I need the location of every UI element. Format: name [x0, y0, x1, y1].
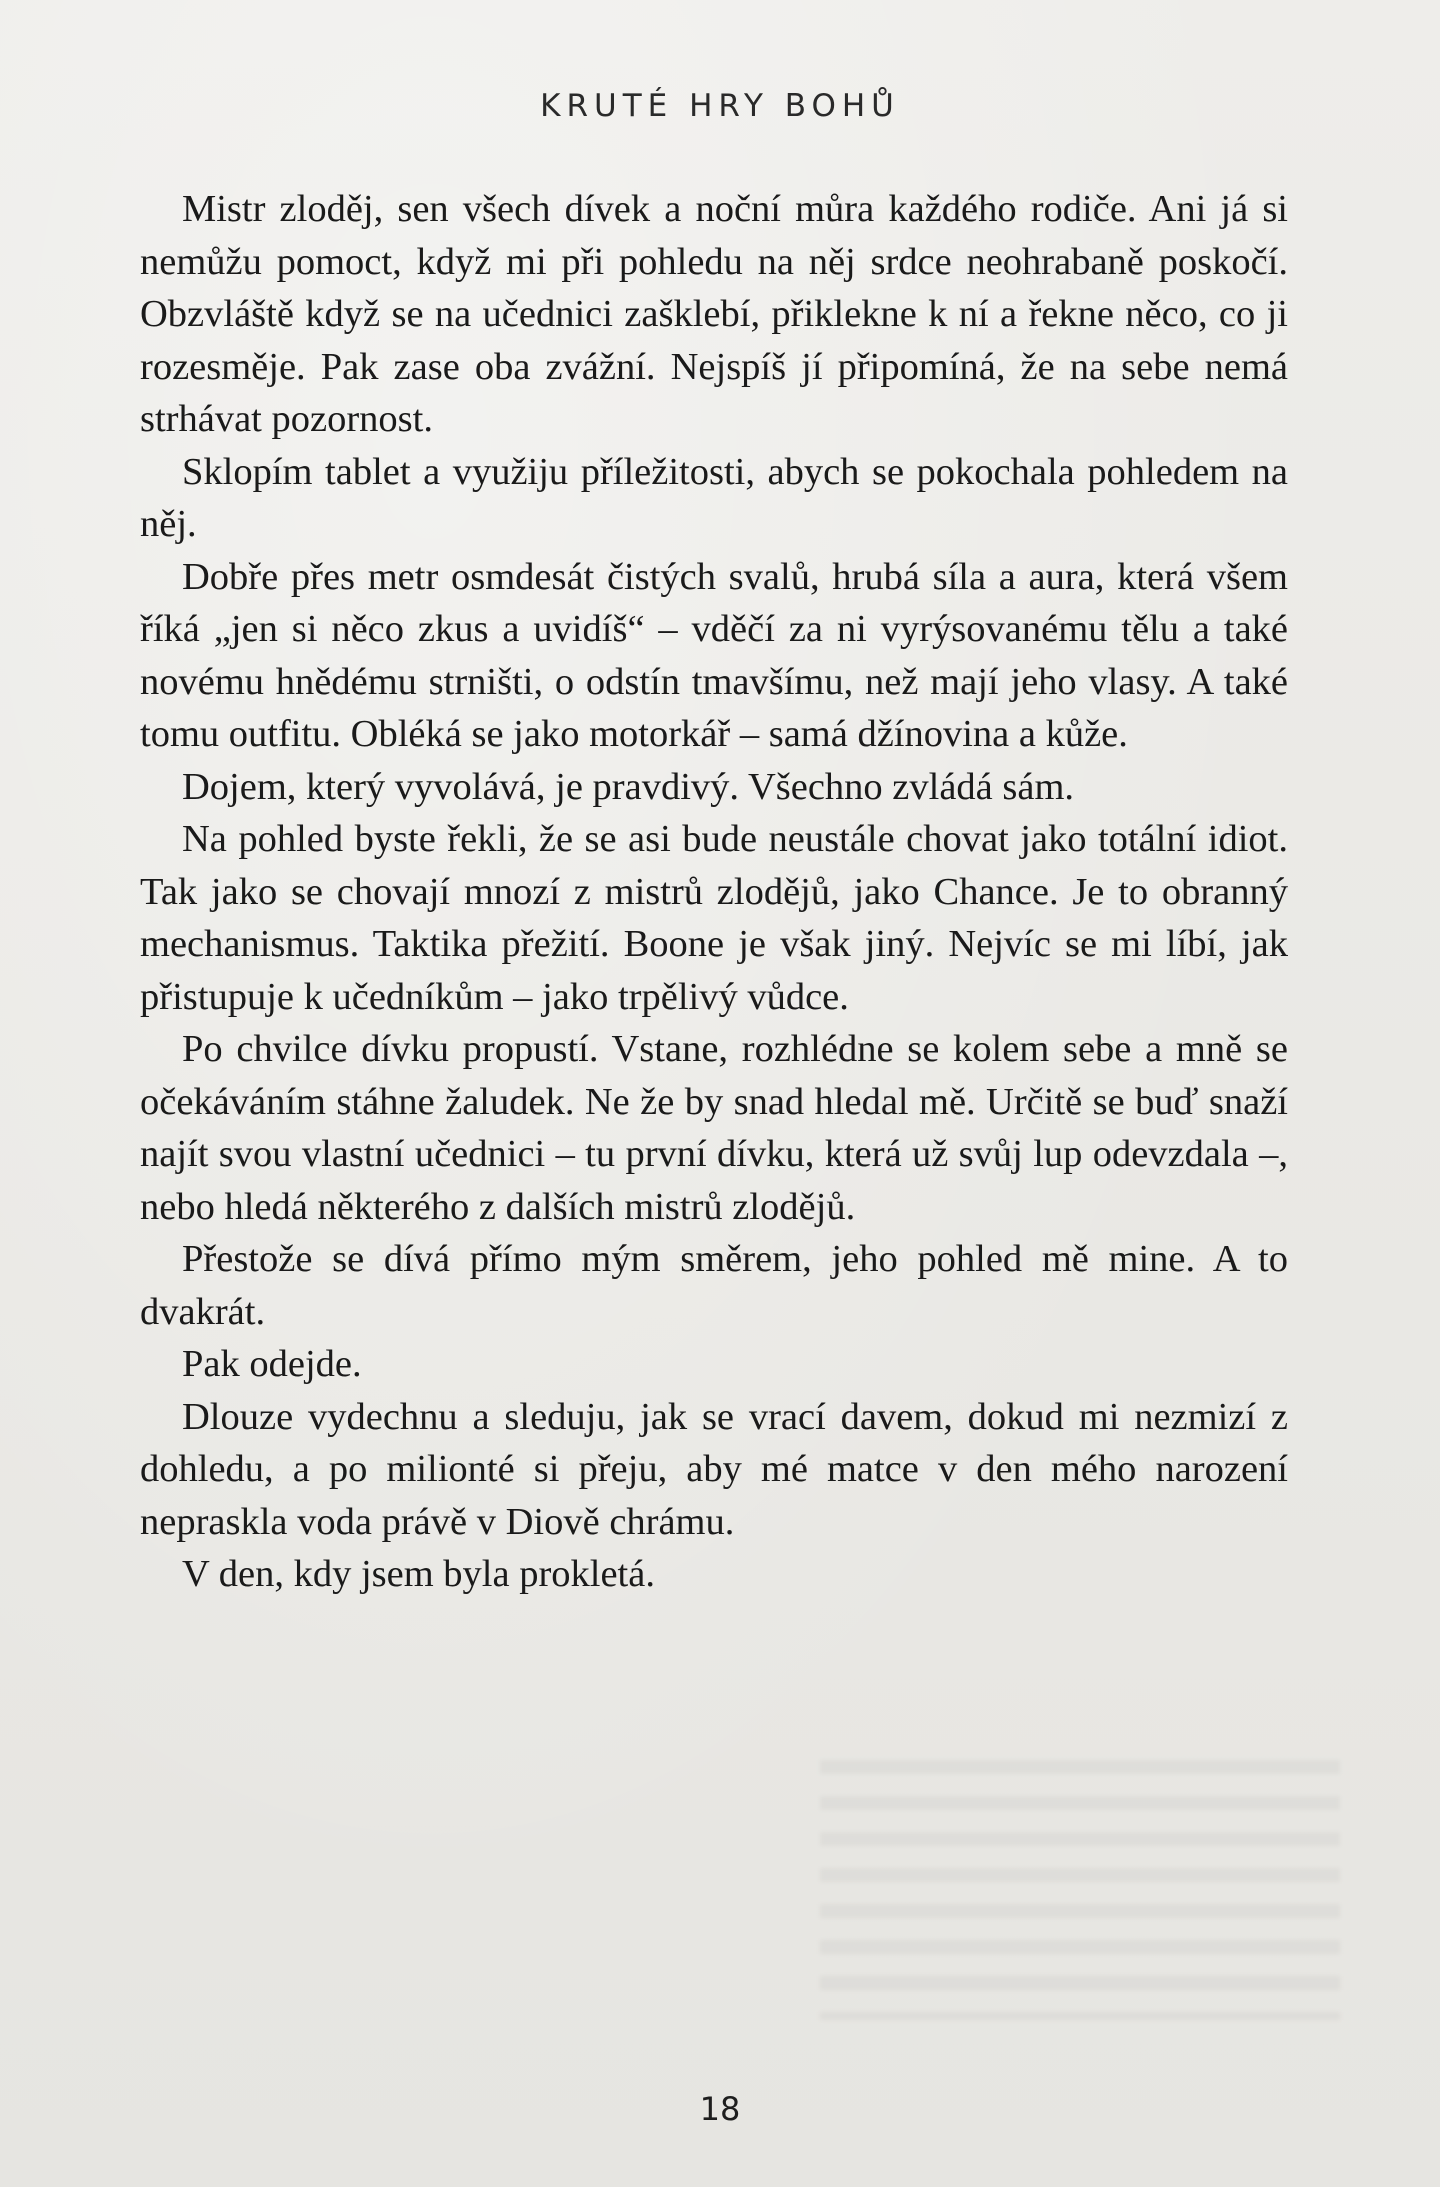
paragraph: Po chvilce dívku propustí. Vstane, rozhlédne se kolem sebe a mně se očekáváním stáhne žaludek. Ne že by snad hledal mě. Určitě se buď snaží najít svou vlastní učednici – tu první dívku, která už svůj lup odevzdala –, nebo hledá některého z dalších mistrů zlodějů.	[140, 1028, 1288, 1228]
paragraph: Přestože se dívá přímo mým směrem, jeho pohled mě mine. A to dvakrát.	[140, 1238, 1288, 1333]
bleed-through-shadow	[820, 1760, 1340, 2020]
paragraph: Mistr zloděj, sen všech dívek a noční můra každého rodiče. Ani já si nemůžu pomoct, když mi při pohledu na něj srdce neohrabaně poskočí. Obzvláště když se na učednici zašklebí, přiklekne k ní a řekne něco, co ji rozesměje. Pak zase oba zvážní. Nejspíš jí připomíná, že na sebe nemá strhávat pozornost.	[140, 188, 1288, 440]
paragraph: Dlouze vydechnu a sleduju, jak se vrací davem, dokud mi nezmizí z dohledu, a po milionté si přeju, aby mé matce v den mého narození nepraskla voda právě v Diově chrámu.	[140, 1395, 1288, 1543]
running-header: KRUTÉ HRY BOHŮ	[540, 88, 900, 124]
paragraph: Na pohled byste řekli, že se asi bude neustále chovat jako totální idiot. Tak jako se chovají mnozí z mistrů zlodějů, jako Chance. Je to obranný mechanismus. Taktika přežití. Boone je však jiný. Nejvíc se mi líbí, jak přistupuje k učedníkům – jako trpělivý vůdce.	[140, 818, 1288, 1018]
paragraph: Dobře přes metr osmdesát čistých svalů, hrubá síla a aura, která všem říká „jen si něco zkus a uvidíš“ – vděčí za ni vyrýsovanému tělu a také novému hnědému strništi, o odstín tmavšímu, než mají jeho vlasy. A také tomu outfitu. Obléká se jako motorkář – samá džínovina a kůže.	[140, 555, 1288, 755]
paragraph: Dojem, který vyvolává, je pravdivý. Všechno zvládá sám.	[182, 765, 1075, 808]
paragraph: Pak odejde.	[182, 1343, 362, 1385]
page-number: 18	[699, 2090, 741, 2128]
paragraph: Sklopím tablet a využiju příležitosti, abych se pokochala pohledem na něj.	[140, 450, 1288, 545]
body-text	[140, 183, 1288, 1601]
paragraph: V den, kdy jsem byla prokletá.	[182, 1553, 655, 1595]
